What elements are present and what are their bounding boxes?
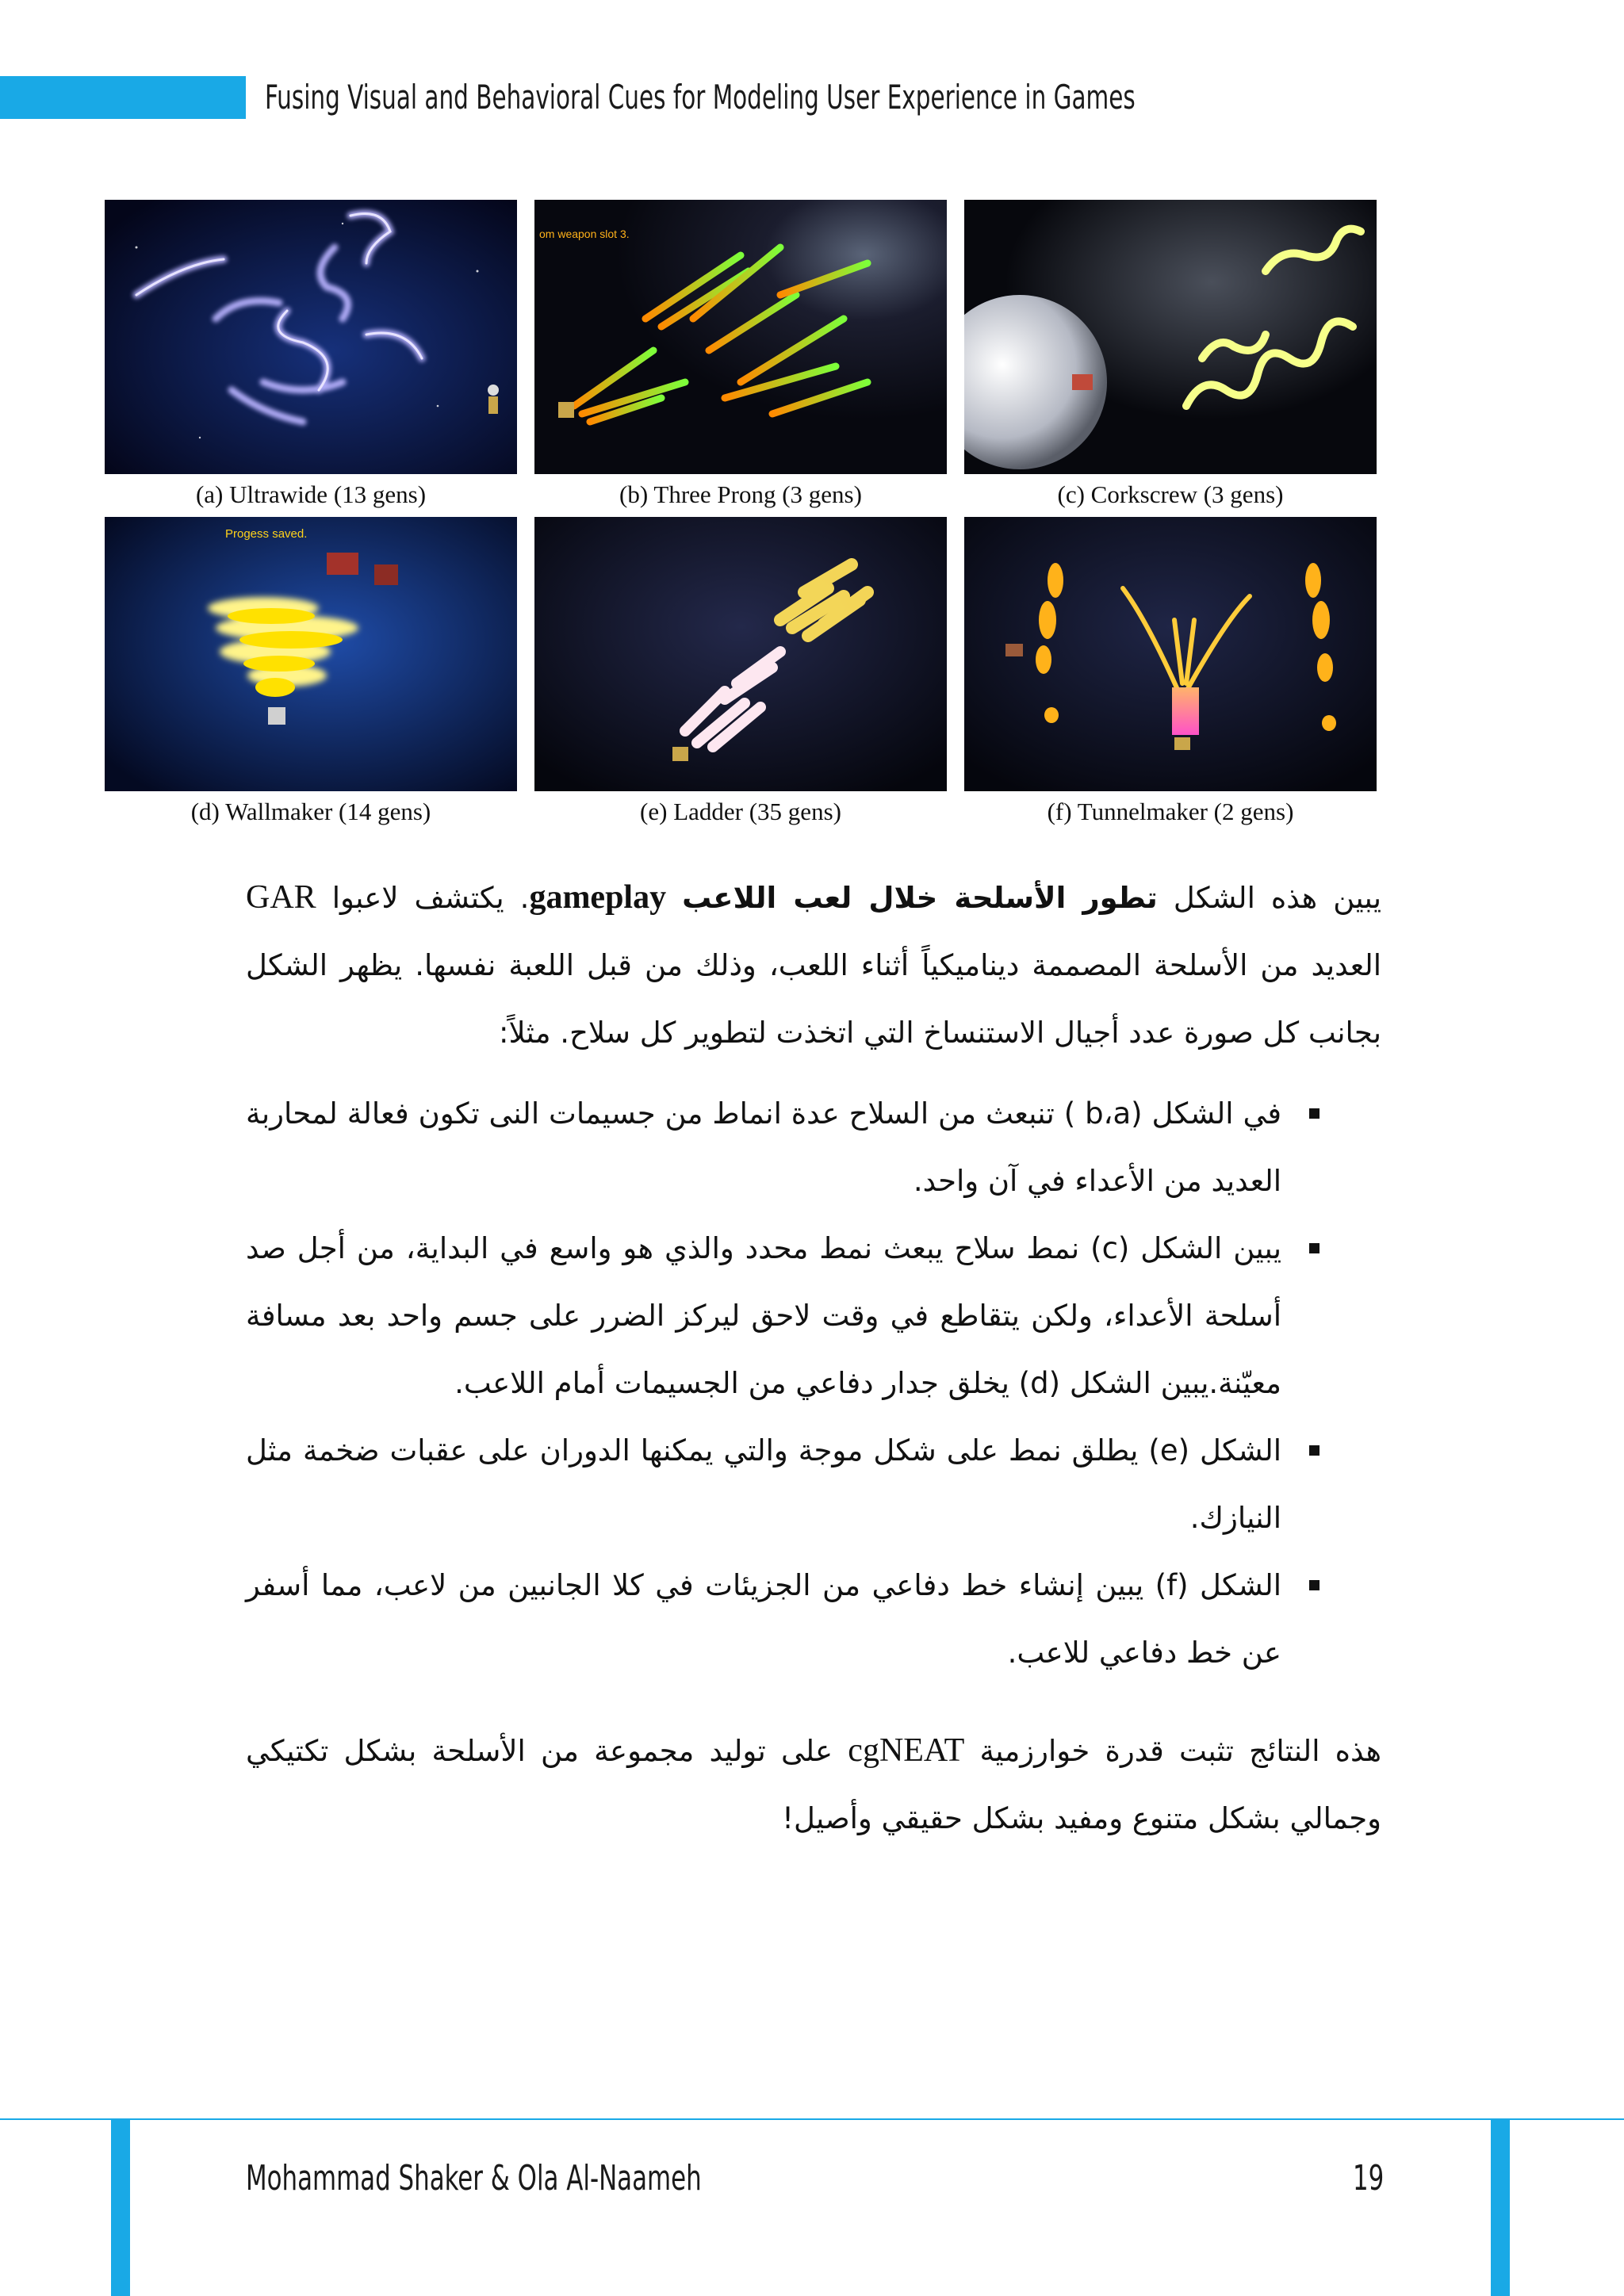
game-scene-ladder	[534, 517, 947, 791]
footer-authors: Mohammad Shaker & Ola Al-Naameh	[246, 2158, 702, 2198]
page-number: 19	[1353, 2158, 1385, 2198]
text-run: على توليد مجموعة من الأسلحة بشكل تكتيكي وجمالي بشكل متنوع ومفيد بشكل حقيقي وأصيل!	[246, 1734, 1381, 1835]
game-scene-corkscrew	[964, 200, 1377, 474]
figure-ultrawide	[105, 200, 517, 514]
overlay-text: Progess saved.	[225, 527, 308, 541]
text-run: العديد من الأسلحة المصممة ديناميكياً أثناء اللعب، وذلك من قبل اللعبة نفسها. يظهر الشكل بجانب كل صورة عدد أجيال الاستنساخ التي اتخذت لتطوير كل سلاح. مثلاً:	[246, 948, 1381, 1050]
figure-corkscrew	[964, 200, 1377, 514]
paragraph-conclusion	[246, 1717, 1381, 1852]
emphasis-text: تطور الأسلحة خلال لعب اللاعب	[682, 881, 1158, 915]
figure-row-top	[105, 200, 1377, 514]
figure-wallmaker	[105, 517, 517, 831]
screenshot-ladder	[534, 517, 947, 791]
text-run: . يكتشف لاعبوا	[316, 881, 530, 915]
emphasis-term-gameplay: gameplay	[529, 879, 667, 916]
bullet-list	[246, 1080, 1381, 1686]
game-scene-tunnelmaker	[964, 517, 1377, 791]
text-run: هذه النتائج تثبت قدرة خوارزمية	[964, 1734, 1381, 1768]
footer-left-bar	[111, 2120, 130, 2296]
figure-row-bottom	[105, 517, 1377, 831]
figure-ladder	[534, 517, 947, 831]
list-item: يبين الشكل (c) نمط سلاح يبعث نمط محدد والذي هو واسع في البداية، من أجل صد أسلحة الأعداء، ولكن يتقاطع في وقت لاحق ليركز الضرر على جسم واحد بعد مسافة معيّنة.يبين الشكل (d) يخلق جدار دفاعي من الجسيمات أمام اللاعب.	[246, 1215, 1381, 1417]
list-item: في الشكل (b،a ) تنبعث من السلاح عدة انماط من جسيمات النى تكون فعالة لمحاربة العديد من الأعداء في آن واحد.	[246, 1080, 1381, 1215]
header-accent-bar	[0, 76, 246, 119]
figure-three-prong	[534, 200, 947, 514]
screenshot-wallmaker	[105, 517, 517, 791]
screenshot-tunnelmaker	[964, 517, 1377, 791]
text-run: يبين هذه الشكل	[1157, 881, 1381, 915]
figure-caption: (b) Three Prong (3 gens)	[619, 480, 862, 508]
term-gar: GAR	[246, 879, 316, 916]
screenshot-ultrawide	[105, 200, 517, 474]
figure-caption: (c) Corkscrew (3 gens)	[1057, 480, 1284, 508]
game-scene-three-prong	[534, 200, 947, 474]
running-header-title: Fusing Visual and Behavioral Cues for Modeling User Experience in Games	[265, 78, 1136, 117]
figure-caption: (e) Ladder (35 gens)	[640, 798, 841, 825]
paragraph-intro	[246, 864, 1381, 1066]
figure-caption: (f) Tunnelmaker (2 gens)	[1047, 798, 1294, 825]
footer-right-bar	[1491, 2120, 1510, 2296]
figure-grid	[105, 200, 1377, 831]
screenshot-corkscrew	[964, 200, 1377, 474]
figure-caption: (d) Wallmaker (14 gens)	[190, 798, 431, 825]
figure-caption: (a) Ultrawide (13 gens)	[195, 480, 427, 508]
overlay-text: om weapon slot 3.	[539, 228, 630, 240]
list-item: الشكل (f) يبين إنشاء خط دفاعي من الجزيئات في كلا الجانبين من لاعب، مما أسفر عن خط دفاعي للاعب.	[246, 1552, 1381, 1686]
screenshot-three-prong	[534, 200, 947, 474]
figure-tunnelmaker	[964, 517, 1377, 831]
list-item: الشكل (e) يطلق نمط على شكل موجة والتي يمكنها الدوران على عقبات ضخمة مثل النيازك.	[246, 1417, 1381, 1552]
game-scene-wallmaker	[105, 517, 517, 791]
term-cgneat: cgNEAT	[848, 1732, 965, 1769]
game-scene-ultrawide	[105, 200, 517, 474]
footer-rule	[0, 2118, 1624, 2120]
